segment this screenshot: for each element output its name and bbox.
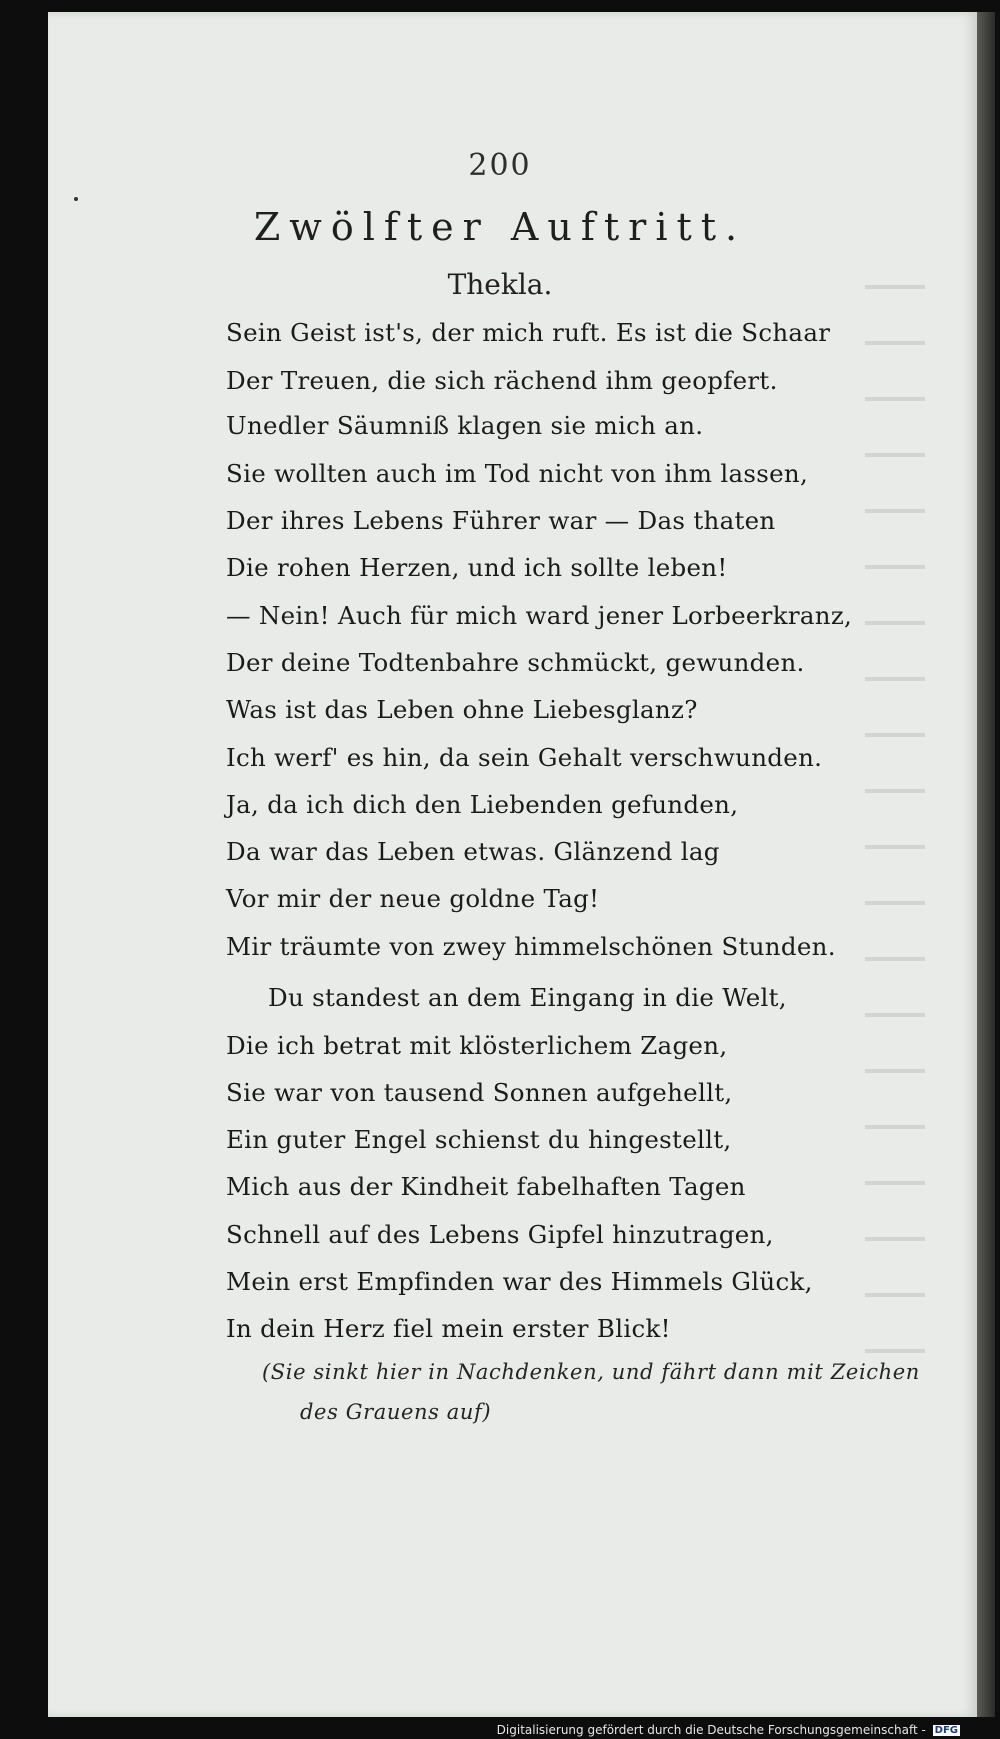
verse-line: Da war das Leben etwas. Glänzend lag: [226, 837, 720, 866]
page-number: 200: [468, 148, 532, 183]
verse-line: Unedler Säumniß klagen sie mich an.: [226, 411, 704, 440]
verse-line: Ein guter Engel schienst du hingestellt,: [226, 1125, 732, 1154]
credit-text: Digitalisierung gefördert durch die Deutsche Forschungsgemeinschaft -: [496, 1723, 926, 1737]
verse-line: Der Treuen, die sich rächend ihm geopfert.: [226, 366, 778, 395]
verse-line: In dein Herz fiel mein erster Blick!: [226, 1314, 671, 1343]
verse-line: Vor mir der neue goldne Tag!: [226, 884, 600, 913]
verse-line: Mich aus der Kindheit fabelhaften Tagen: [226, 1172, 746, 1201]
verse-line: Was ist das Leben ohne Liebesglanz?: [226, 695, 698, 724]
stage-direction-line: des Grauens auf): [300, 1400, 492, 1424]
verse-line: Die ich betrat mit klösterlichem Zagen,: [226, 1031, 728, 1060]
verse-line: Der ihres Lebens Führer war — Das thaten: [226, 506, 776, 535]
verse-line: Der deine Todtenbahre schmückt, gewunden.: [226, 648, 805, 677]
verse-line: Sie wollten auch im Tod nicht von ihm lassen,: [226, 459, 809, 488]
bleed-through: [865, 255, 925, 1355]
verse-line: Sein Geist ist's, der mich ruft. Es ist die Schaar: [226, 318, 831, 347]
verse-line: Sie war von tausend Sonnen aufgehellt,: [226, 1078, 733, 1107]
ink-speck: [74, 197, 78, 201]
speaker-name: Thekla.: [447, 268, 553, 301]
scene-heading: Zwölfter Auftritt.: [253, 205, 747, 249]
verse-line: Mein erst Empfinden war des Himmels Glück,: [226, 1267, 813, 1296]
verse-line: Die rohen Herzen, und ich sollte leben!: [226, 553, 728, 582]
verse-line: — Nein! Auch für mich ward jener Lorbeerkranz,: [226, 601, 853, 630]
verse-line: Mir träumte von zwey himmelschönen Stunden.: [226, 932, 836, 961]
verse-line: Ich werf' es hin, da sein Gehalt verschwunden.: [226, 743, 823, 772]
verse-line: Ja, da ich dich den Liebenden gefunden,: [226, 790, 739, 819]
digitization-credit: [497, 1723, 960, 1737]
dfg-logo: DFG: [934, 1725, 958, 1736]
stage-direction-line: (Sie sinkt hier in Nachdenken, und fährt dann mit Zeichen: [262, 1360, 920, 1384]
verse-line: Schnell auf des Lebens Gipfel hinzutragen,: [226, 1220, 774, 1249]
verse-line: Du standest an dem Eingang in die Welt,: [268, 983, 787, 1012]
